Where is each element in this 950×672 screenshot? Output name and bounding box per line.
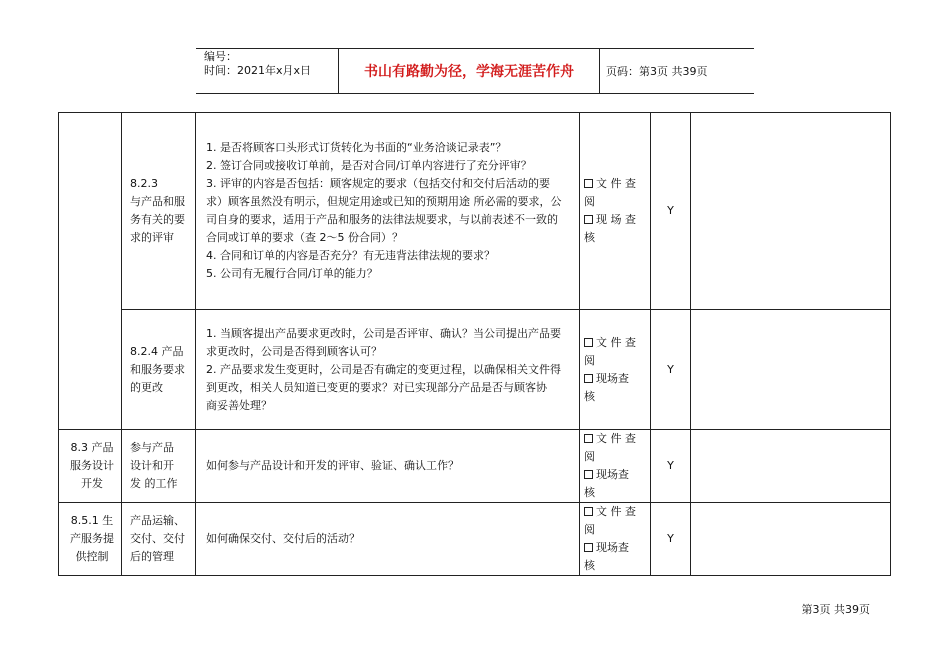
clause-line: 求的评审 — [130, 231, 174, 244]
method-doc-review — [584, 430, 646, 448]
clause-line: 后的管理 — [130, 550, 174, 563]
section-cell — [59, 503, 122, 576]
question-cell — [196, 310, 580, 430]
method-cell — [580, 503, 651, 576]
clause-line: 产品运输、 — [130, 514, 185, 527]
method-label: 文 件 查 — [596, 432, 636, 445]
clause-cell — [122, 113, 196, 310]
method-label: 文 件 查 — [596, 505, 636, 518]
section-cell-empty — [59, 113, 122, 430]
clause-line: 8.2.4 产品 — [130, 344, 184, 358]
clause-line: 设计和开 — [130, 459, 174, 472]
method-cell — [580, 430, 651, 503]
method-doc-review — [584, 503, 646, 521]
result-cell: Y — [651, 310, 691, 430]
method-label: 现场查 — [596, 468, 629, 481]
clause-line: 务有关的要 — [130, 213, 185, 226]
checkbox-icon[interactable] — [584, 543, 593, 552]
checkbox-icon[interactable] — [584, 507, 593, 516]
method-label: 现场查 — [596, 541, 629, 554]
section-line: 供控制 — [75, 550, 109, 563]
method-label: 阅 — [584, 523, 595, 536]
notes-cell — [691, 310, 891, 430]
header-meta — [196, 49, 339, 93]
clause-cell — [122, 310, 196, 430]
question-line: 4. 合同和订单的内容是否充分？有无违背法律法规的要求？ — [206, 249, 495, 262]
clause-line: 参与产品 — [130, 441, 174, 454]
checkbox-icon[interactable] — [584, 215, 593, 224]
question-line: 如何参与产品设计和开发的评审、验证、确认工作？ — [206, 459, 459, 472]
question-line: 1. 是否将顾客口头形式订货转化为书面的“业务洽谈记录表”？ — [206, 141, 507, 154]
method-label: 现 场 查 — [596, 213, 636, 226]
question-line: 商妥善处理？ — [206, 398, 272, 412]
header-slogan: 书山有路勤为径，学海无涯苦作舟 — [339, 49, 600, 93]
question-line: 2. 签订合同或接收订单前，是否对合同/订单内容进行了充分评审？ — [206, 159, 532, 172]
audit-checklist-table — [58, 112, 891, 576]
method-doc-review — [584, 334, 646, 352]
checkbox-icon[interactable] — [584, 470, 593, 479]
method-doc-review — [584, 175, 646, 193]
clause-line: 发 的工作 — [130, 477, 178, 490]
question-cell — [196, 503, 580, 576]
section-cell — [59, 430, 122, 503]
question-cell — [196, 113, 580, 310]
question-line: 5. 公司有无履行合同/订单的能力？ — [206, 267, 378, 280]
section-line: 开发 — [81, 477, 103, 490]
method-label: 阅 — [584, 450, 595, 463]
question-line: 求更改时，公司是否得到顾客认可？ — [206, 344, 382, 358]
method-label: 文 件 查 — [596, 335, 636, 349]
question-line: 合同或订单的要求（查 2～5 份合同）？ — [206, 231, 403, 244]
method-label: 核 — [584, 559, 595, 572]
table-row — [59, 430, 891, 503]
section-line: 产服务提 — [70, 532, 114, 545]
question-line: 如何确保交付、交付后的活动？ — [206, 532, 360, 545]
checkbox-icon[interactable] — [584, 338, 593, 347]
section-line: 8.3 产品 — [70, 441, 114, 454]
checkbox-icon[interactable] — [584, 434, 593, 443]
method-label: 阅 — [584, 195, 595, 208]
method-label: 核 — [584, 389, 595, 403]
notes-cell — [691, 503, 891, 576]
question-line: 3. 评审的内容是否包括：顾客规定的要求（包括交付和交付后活动的要 — [206, 177, 550, 190]
page-footer: 第3页 共39页 — [801, 603, 870, 616]
method-label: 文 件 查 — [596, 177, 636, 190]
method-label: 核 — [584, 231, 595, 244]
notes-cell — [691, 113, 891, 310]
checkbox-icon[interactable] — [584, 374, 593, 383]
method-label: 阅 — [584, 353, 595, 367]
clause-line: 交付、交付 — [130, 532, 185, 545]
number-label: 编号： — [204, 50, 237, 63]
clause-line: 的更改 — [130, 380, 163, 394]
table-row — [59, 503, 891, 576]
page-header — [196, 48, 754, 94]
method-site-check — [584, 539, 646, 557]
notes-cell — [691, 430, 891, 503]
method-label: 核 — [584, 486, 595, 499]
clause-line: 和服务要求 — [130, 362, 185, 376]
method-site-check — [584, 466, 646, 484]
question-cell — [196, 430, 580, 503]
question-line: 1. 当顾客提出产品要求更改时，公司是否评审、确认？当公司提出产品要 — [206, 326, 561, 340]
clause-cell — [122, 430, 196, 503]
time-label: 时间：2021年x月x日 — [204, 64, 312, 77]
question-line: 2. 产品要求发生变更时，公司是否有确定的变更过程，以确保相关文件得 — [206, 362, 561, 376]
question-line: 司自身的要求，适用于产品和服务的法律法规要求，与以前表述不一致的 — [206, 213, 558, 226]
method-site-check — [584, 370, 646, 388]
method-label: 现场查 — [596, 371, 629, 385]
section-line: 服务设计 — [70, 459, 114, 472]
method-cell — [580, 113, 651, 310]
clause-line: 8.2.3 — [130, 177, 158, 190]
method-site-check — [584, 211, 646, 229]
table-row — [59, 310, 891, 430]
clause-line: 与产品和服 — [130, 195, 185, 208]
question-line: 求）顾客虽然没有明示，但规定用途或已知的预期用途 所必需的要求，公 — [206, 195, 562, 208]
table-row — [59, 113, 891, 310]
method-cell — [580, 310, 651, 430]
clause-cell — [122, 503, 196, 576]
question-line: 到更改，相关人员知道已变更的要求？对已实现部分产品是否与顾客协 — [206, 380, 547, 394]
result-cell: Y — [651, 430, 691, 503]
result-cell: Y — [651, 503, 691, 576]
section-line: 8.5.1 生 — [70, 514, 114, 527]
header-page-number: 页码：第3页 共39页 — [606, 65, 708, 78]
checkbox-icon[interactable] — [584, 179, 593, 188]
result-cell: Y — [651, 113, 691, 310]
